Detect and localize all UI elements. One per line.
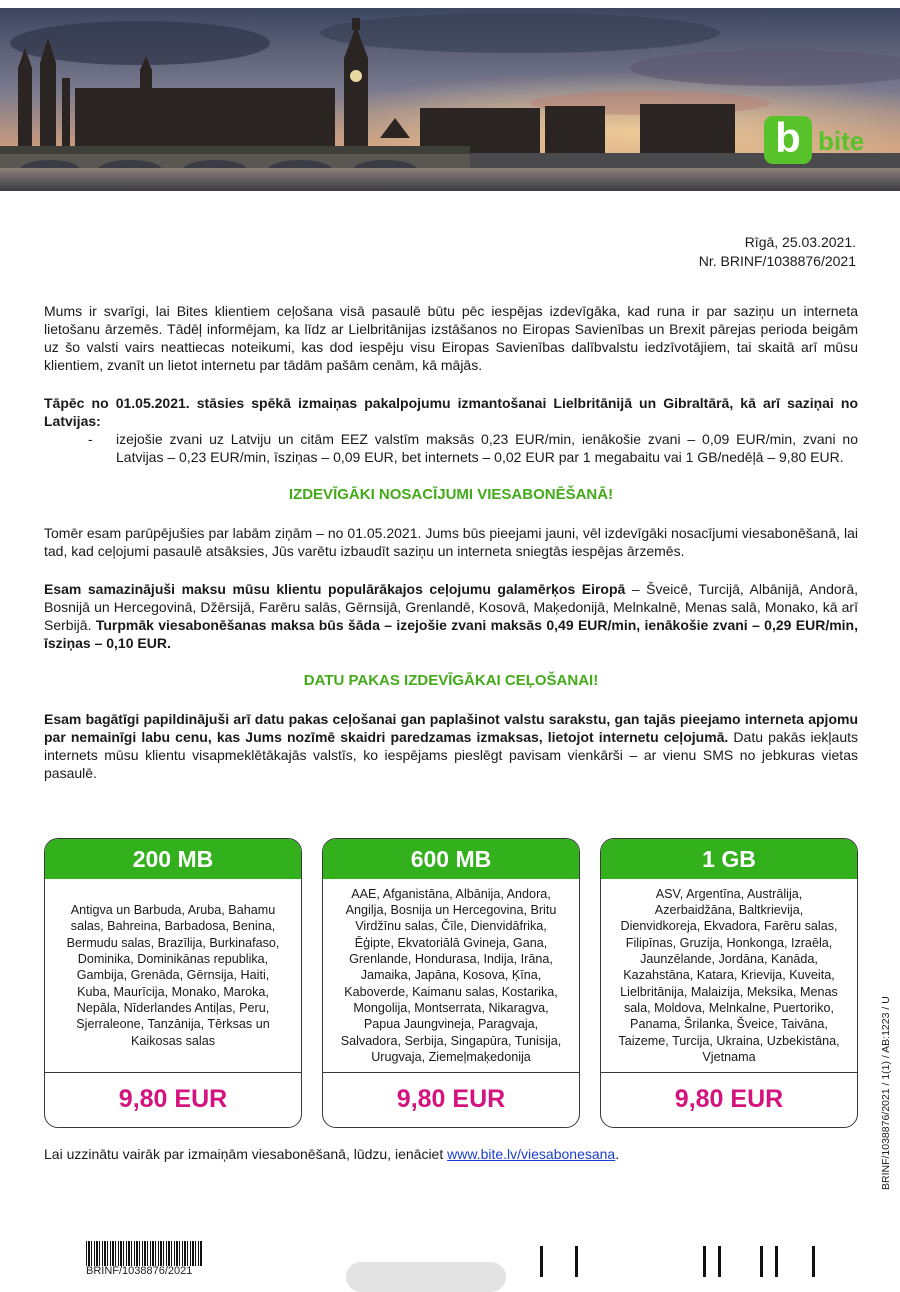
- bite-logo-wordmark: bite: [818, 126, 865, 156]
- footer-info-line: [44, 1146, 619, 1162]
- mail-mark-bar: [703, 1246, 706, 1277]
- roaming-paragraph: Tomēr esam parūpējušies par labām ziņām – no 01.05.2021. Jums būs pieejami jauni, vēl izdevīgāki nosacījumi viesabonēšanā, lai tad, kad ceļojumi pasaulē atsāksies, Jūs varētu izbaudīt saziņu un interneta sniegtās iespējas ārzemēs.: [44, 525, 858, 559]
- package-title: 1 GB: [601, 839, 857, 879]
- changes-paragraph: [44, 394, 858, 430]
- letter-date: Rīgā, 25.03.2021.: [744, 234, 856, 250]
- section-heading-data-packs: DATU PAKAS IZDEVĪGĀKAI CEĻOŠANAI!: [303, 672, 599, 689]
- bullet-dash: -: [88, 431, 93, 447]
- mail-mark-bar: [812, 1246, 815, 1277]
- package-card-1gb: [600, 838, 858, 1128]
- letter-body: [44, 302, 858, 782]
- letter-date-block: [699, 233, 856, 271]
- barcode-label: BRINF/1038876/2021: [86, 1265, 193, 1277]
- package-country-box: [323, 879, 579, 1073]
- document-barcode: [86, 1241, 203, 1266]
- data-packs-bold-lead: Esam bagātīgi papildinājuši arī datu pakas ceļošanai gan paplašinot valstu sarakstu, gan tajās pieejamo interneta apjomu par nemainīgi labu cenu, kas Jums nozīmē skaidri paredzamas izmaksas, lietojot internetu ceļojumā.: [44, 711, 858, 745]
- package-country-list: AAE, Afganistāna, Albānija, Andora, Angilja, Bosnija un Hercegovina, Britu Virdžīnu salas, Čīle, Dienvidāfrika, Ēģipte, Ekvatoriālā Gvineja, Gana, Grenlande, Hondurasa, Indija, Irāna, Jamaika, Japāna, Kosova, Ķīna, Kaboverde, Kaimanu salas, Kostarika, Mongolija, Montserrata, Nikaragva, Papua Jaungvineja, Paragvaja, Salvadora, Serbija, Singapūra, Tunisija, Urugvaja, Ziemeļmaķedonija: [340, 886, 562, 1064]
- data-package-cards: [44, 838, 858, 1128]
- europe-country-list: – Šveicē, Turcijā, Albānijā, Andorā, Bosnijā un Hercegovinā, Džērsijā, Farēru salās, Gērnsijā, Grenlandē, Kosovā, Maķedonijā, Melnkalnē, Menas salā, Monako, kā arī Serbijā.: [44, 581, 858, 633]
- package-card-600mb: [322, 838, 580, 1128]
- footer-period: .: [615, 1146, 620, 1162]
- europe-bold-lead: Esam samazinājuši maksu mūsu klientu populārākajos ceļojumu galamērķos Eiropā: [44, 581, 626, 597]
- scan-artifact: [346, 1262, 506, 1292]
- package-price: 9,80 EUR: [118, 1085, 228, 1113]
- package-country-box: [45, 879, 301, 1073]
- bite-logo-letter: b: [775, 114, 801, 161]
- package-card-200mb: [44, 838, 302, 1128]
- section-heading-roaming: IZDEVĪGĀKI NOSACĪJUMI VIESABONĒŠANĀ!: [288, 486, 614, 503]
- bullet-text: izejošie zvani uz Latviju un citām EEZ valstīm maksās 0,23 EUR/min, ienākošie zvani – 0,09 EUR/min, zvani no Latvijas – 0,23 EUR/min, īsziņas – 0,09 EUR, bet internets – 0,02 EUR par 1 megabaitu vai 1 GB/nedēļā – 9,80 EUR.: [116, 431, 858, 465]
- package-title: 600 MB: [323, 839, 579, 879]
- package-price: 9,80 EUR: [396, 1085, 506, 1113]
- data-packs-text: Datu pakās iekļauts internets mūsu klientu visapmeklētākajās valstīs, ko iespējams pieslēgt pavisam vienkārši – ar vienu SMS no jebkuras vietas pasaulē.: [44, 729, 859, 781]
- footer-text: Lai uzzinātu vairāk par izmaiņām viesabonēšanā, lūdzu, ienāciet: [44, 1146, 448, 1162]
- package-country-list: ASV, Argentīna, Austrālija, Azerbaidžāna, Baltkrievija, Dienvidkoreja, Ekvadora, Farēru salas, Filipīnas, Gruzija, Honkonga, Izraēla, Jaunzēlande, Jordāna, Kanāda, Kazahstāna, Katara, Krievija, Kuveita, Lielbritānija, Malaizija, Meksika, Menas sala, Moldova, Melnkalne, Puertoriko, Panama, Šrilanka, Šveice, Taivāna, Taizeme, Turcija, Ukraina, Uzbekistāna, Vjetnama: [618, 886, 840, 1064]
- data-packs-paragraph: [44, 710, 858, 782]
- mail-mark-bar: [760, 1246, 763, 1277]
- package-title: 200 MB: [45, 839, 301, 879]
- roaming-info-link[interactable]: www.bite.lv/viesabonesana: [447, 1146, 616, 1162]
- mail-mark-bar: [575, 1246, 578, 1277]
- mail-mark-bar: [540, 1246, 543, 1277]
- changes-bullet-item: [88, 430, 858, 466]
- package-price: 9,80 EUR: [674, 1085, 784, 1113]
- changes-bold-text: Tāpēc no 01.05.2021. stāsies spēkā izmaiņas pakalpojumu izmantošanai Lielbritānijā un Gibraltārā, kā arī saziņai no Latvijas:: [44, 395, 858, 429]
- side-document-code: BRINF/1038876/2021 / 1(1) / AB:1223 / U: [880, 996, 892, 1190]
- bite-logo: [760, 114, 872, 168]
- europe-paragraph: [44, 580, 858, 652]
- mail-mark-bar: [775, 1246, 778, 1277]
- mail-mark-bar: [718, 1246, 721, 1277]
- intro-paragraph: Mums ir svarīgi, lai Bites klientiem ceļošana visā pasaulē būtu pēc iespējas izdevīgāka, kad runa ir par saziņu un interneta lietošanu ārzemēs. Tādēļ informējam, ka līdz ar Lielbritānijas izstāšanos no Eiropas Savienības un Brexit pārejas perioda beigām uz šo valsti vairs neattiecas noteikumi, kas dod iespēju visu Eiropas Savienības dalībvalstu iedzīvotājiem, tai skaitā arī mūsu klientiem, zvanīt un lietot internetu par tādām pašām cenām, kā mājās.: [44, 303, 858, 373]
- package-country-box: [601, 879, 857, 1073]
- letter-reference-number: Nr. BRINF/1038876/2021: [698, 253, 856, 269]
- europe-new-prices: Turpmāk viesabonēšanas maksa būs šāda – izejošie zvani maksās 0,49 EUR/min, ienākošie zvani – 0,29 EUR/min, īsziņas – 0,10 EUR.: [44, 617, 858, 651]
- package-country-list: Antigva un Barbuda, Aruba, Bahamu salas, Bahreina, Barbadosa, Benina, Bermudu salas, Brazīlija, Burkinafaso, Dominika, Dominikānas republika, Gambija, Grenāda, Gērnsija, Haiti, Kuba, Maurīcija, Monako, Maroka, Nepāla, Nīderlandes Antiļas, Peru, Sjerraleone, Tanzānija, Tērksas un Kaikosas salas: [66, 903, 280, 1048]
